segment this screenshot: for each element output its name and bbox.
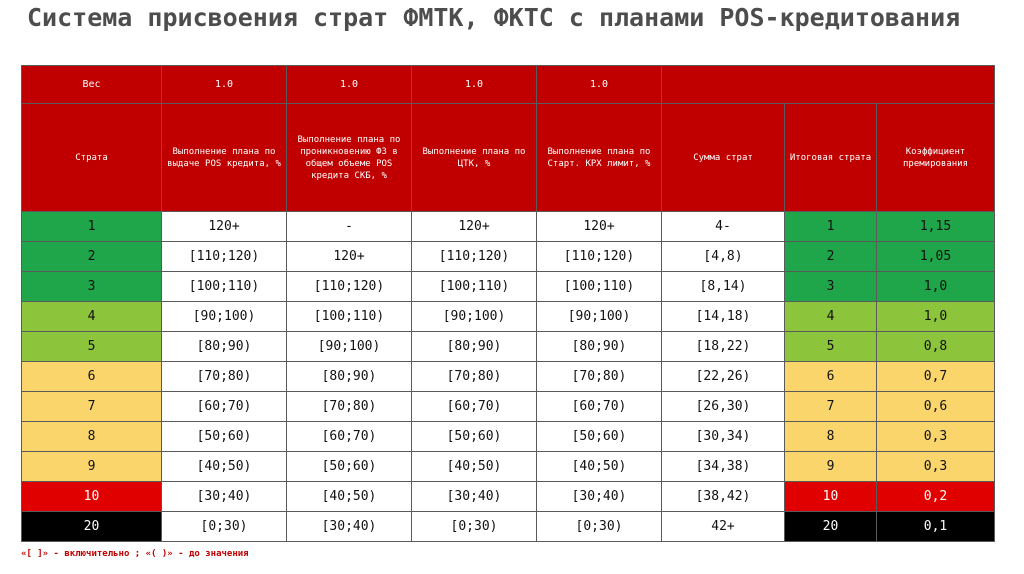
ctk-plan-cell: [0;30) bbox=[412, 512, 537, 542]
strata-sum-cell: [14,18) bbox=[662, 302, 785, 332]
table-row bbox=[22, 242, 995, 272]
ctk-plan-cell: [60;70) bbox=[412, 392, 537, 422]
final-strata-cell: 8 bbox=[785, 422, 877, 452]
ctk-plan-cell: [40;50) bbox=[412, 452, 537, 482]
penetration-plan-cell: 120+ bbox=[287, 242, 412, 272]
header-krh-plan: Выполнение плана по Старт. КРХ лимит, % bbox=[537, 104, 662, 212]
bonus-coef-cell: 0,3 bbox=[877, 452, 995, 482]
page-title: Система присвоения страт ФМТК, ФКТС с планами POS-кредитования bbox=[27, 3, 961, 32]
strata-sum-cell: [8,14) bbox=[662, 272, 785, 302]
weight-value: 1.0 bbox=[537, 66, 662, 104]
table-row bbox=[22, 362, 995, 392]
penetration-plan-cell: [60;70) bbox=[287, 422, 412, 452]
strata-sum-cell: [26,30) bbox=[662, 392, 785, 422]
final-strata-cell: 7 bbox=[785, 392, 877, 422]
ctk-plan-cell: [110;120) bbox=[412, 242, 537, 272]
header-bonus-coef: Коэффициент премирования bbox=[877, 104, 995, 212]
strata-cell: 3 bbox=[22, 272, 162, 302]
final-strata-cell: 20 bbox=[785, 512, 877, 542]
header-pos-plan: Выполнение плана по выдаче POS кредита, % bbox=[162, 104, 287, 212]
table-row bbox=[22, 482, 995, 512]
strata-cell: 1 bbox=[22, 212, 162, 242]
bonus-coef-cell: 1,0 bbox=[877, 302, 995, 332]
ctk-plan-cell: [90;100) bbox=[412, 302, 537, 332]
bonus-coef-cell: 0,6 bbox=[877, 392, 995, 422]
strata-sum-cell: [4,8) bbox=[662, 242, 785, 272]
header-row bbox=[22, 104, 995, 212]
ctk-plan-cell: [80;90) bbox=[412, 332, 537, 362]
strata-sum-cell: [22,26) bbox=[662, 362, 785, 392]
weight-empty-cell bbox=[662, 66, 995, 104]
pos-plan-cell: [50;60) bbox=[162, 422, 287, 452]
ctk-plan-cell: [70;80) bbox=[412, 362, 537, 392]
weight-label: Вес bbox=[22, 66, 162, 104]
strata-cell: 2 bbox=[22, 242, 162, 272]
penetration-plan-cell: - bbox=[287, 212, 412, 242]
table-row bbox=[22, 422, 995, 452]
strata-cell: 5 bbox=[22, 332, 162, 362]
strata-table bbox=[21, 65, 995, 542]
header-strata-sum: Сумма страт bbox=[662, 104, 785, 212]
weight-value: 1.0 bbox=[287, 66, 412, 104]
strata-cell: 7 bbox=[22, 392, 162, 422]
krh-plan-cell: [40;50) bbox=[537, 452, 662, 482]
header-ctk-plan: Выполнение плана по ЦТК, % bbox=[412, 104, 537, 212]
krh-plan-cell: [60;70) bbox=[537, 392, 662, 422]
bonus-coef-cell: 1,0 bbox=[877, 272, 995, 302]
ctk-plan-cell: [100;110) bbox=[412, 272, 537, 302]
bonus-coef-cell: 0,1 bbox=[877, 512, 995, 542]
final-strata-cell: 9 bbox=[785, 452, 877, 482]
krh-plan-cell: [80;90) bbox=[537, 332, 662, 362]
strata-cell: 10 bbox=[22, 482, 162, 512]
final-strata-cell: 3 bbox=[785, 272, 877, 302]
header-penetration-plan: Выполнение плана по проникновению ФЗ в общем объеме POS кредита СКБ, % bbox=[287, 104, 412, 212]
bonus-coef-cell: 0,8 bbox=[877, 332, 995, 362]
krh-plan-cell: [50;60) bbox=[537, 422, 662, 452]
table-row bbox=[22, 302, 995, 332]
penetration-plan-cell: [70;80) bbox=[287, 392, 412, 422]
table-row bbox=[22, 332, 995, 362]
strata-cell: 20 bbox=[22, 512, 162, 542]
strata-cell: 9 bbox=[22, 452, 162, 482]
bonus-coef-cell: 0,7 bbox=[877, 362, 995, 392]
pos-plan-cell: [80;90) bbox=[162, 332, 287, 362]
pos-plan-cell: [70;80) bbox=[162, 362, 287, 392]
strata-cell: 8 bbox=[22, 422, 162, 452]
strata-cell: 6 bbox=[22, 362, 162, 392]
strata-sum-cell: [38,42) bbox=[662, 482, 785, 512]
penetration-plan-cell: [50;60) bbox=[287, 452, 412, 482]
pos-plan-cell: 120+ bbox=[162, 212, 287, 242]
penetration-plan-cell: [30;40) bbox=[287, 512, 412, 542]
table-row bbox=[22, 272, 995, 302]
penetration-plan-cell: [80;90) bbox=[287, 362, 412, 392]
krh-plan-cell: [90;100) bbox=[537, 302, 662, 332]
strata-sum-cell: 42+ bbox=[662, 512, 785, 542]
krh-plan-cell: [30;40) bbox=[537, 482, 662, 512]
pos-plan-cell: [110;120) bbox=[162, 242, 287, 272]
table-row bbox=[22, 452, 995, 482]
header-final-strata: Итоговая страта bbox=[785, 104, 877, 212]
bonus-coef-cell: 0,3 bbox=[877, 422, 995, 452]
table-row bbox=[22, 212, 995, 242]
pos-plan-cell: [0;30) bbox=[162, 512, 287, 542]
final-strata-cell: 6 bbox=[785, 362, 877, 392]
ctk-plan-cell: [30;40) bbox=[412, 482, 537, 512]
bonus-coef-cell: 1,15 bbox=[877, 212, 995, 242]
table-row bbox=[22, 392, 995, 422]
weight-value: 1.0 bbox=[162, 66, 287, 104]
final-strata-cell: 4 bbox=[785, 302, 877, 332]
final-strata-cell: 2 bbox=[785, 242, 877, 272]
bonus-coef-cell: 1,05 bbox=[877, 242, 995, 272]
pos-plan-cell: [100;110) bbox=[162, 272, 287, 302]
strata-sum-cell: 4- bbox=[662, 212, 785, 242]
krh-plan-cell: 120+ bbox=[537, 212, 662, 242]
pos-plan-cell: [40;50) bbox=[162, 452, 287, 482]
table-row bbox=[22, 512, 995, 542]
footnote: «[ ]» - включительно ; «( )» - до значения bbox=[21, 549, 249, 559]
bonus-coef-cell: 0,2 bbox=[877, 482, 995, 512]
krh-plan-cell: [100;110) bbox=[537, 272, 662, 302]
pos-plan-cell: [30;40) bbox=[162, 482, 287, 512]
penetration-plan-cell: [40;50) bbox=[287, 482, 412, 512]
weight-value: 1.0 bbox=[412, 66, 537, 104]
final-strata-cell: 5 bbox=[785, 332, 877, 362]
ctk-plan-cell: [50;60) bbox=[412, 422, 537, 452]
header-strata: Страта bbox=[22, 104, 162, 212]
strata-sum-cell: [34,38) bbox=[662, 452, 785, 482]
ctk-plan-cell: 120+ bbox=[412, 212, 537, 242]
strata-sum-cell: [18,22) bbox=[662, 332, 785, 362]
strata-sum-cell: [30,34) bbox=[662, 422, 785, 452]
penetration-plan-cell: [110;120) bbox=[287, 272, 412, 302]
krh-plan-cell: [110;120) bbox=[537, 242, 662, 272]
final-strata-cell: 1 bbox=[785, 212, 877, 242]
pos-plan-cell: [60;70) bbox=[162, 392, 287, 422]
penetration-plan-cell: [90;100) bbox=[287, 332, 412, 362]
final-strata-cell: 10 bbox=[785, 482, 877, 512]
krh-plan-cell: [70;80) bbox=[537, 362, 662, 392]
krh-plan-cell: [0;30) bbox=[537, 512, 662, 542]
pos-plan-cell: [90;100) bbox=[162, 302, 287, 332]
strata-cell: 4 bbox=[22, 302, 162, 332]
penetration-plan-cell: [100;110) bbox=[287, 302, 412, 332]
weight-row bbox=[22, 66, 995, 104]
